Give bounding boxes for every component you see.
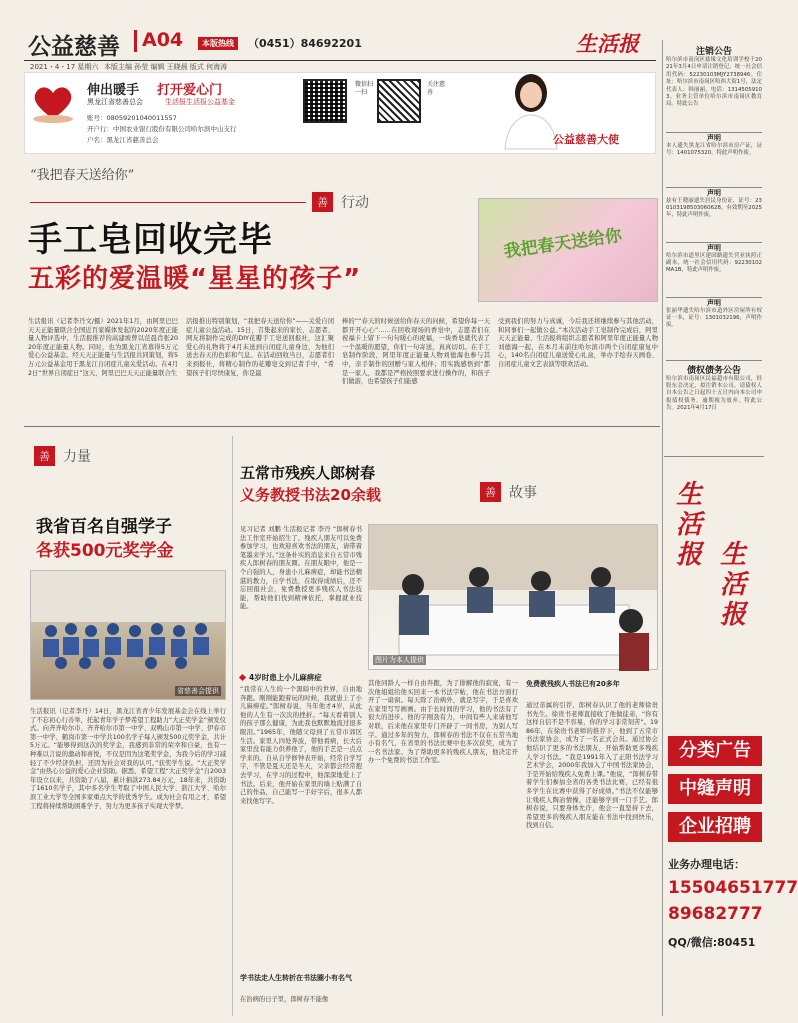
article3-tag: [480, 482, 545, 502]
phone-label: 业务办理电话：: [668, 858, 745, 871]
cancellation-notice: [666, 44, 762, 127]
section-rule: [24, 426, 660, 427]
heart-hands-icon: [29, 83, 77, 123]
right-rule: [664, 456, 764, 457]
hotline-number: （0451）84692201: [248, 37, 362, 50]
article3-body4: 通过亲属的引荐，郎树春认识了他的老师徐贵书先生。徐贵书老师直接收了他做徒弟，“你有这样自信不是不容易，你的学习非常刻苦”。1986年，在徐贵书老师的推荐下，他到了五常市书法家协会，成为了一名正式会员。通过协会他结识了更多的书法朋友，开始帮助更多残疾人学习书法。“我是1991年入了正阳书法学习艺术学会，2000年我加入了中国书法家协会，于是开始给残疾人免费上课。”他说，“郎树春带着学生们参加全省的各类书法比赛，已经有很多学生在比赛中获得了好成绩。”书法不仅能够让残疾人陶冶情操，还能够学到一门手艺。郎树春说，只要身体允许，他会一直坚持下去，希望更多的残疾人朋友能在书法中找到快乐，找到自信。: [526, 702, 658, 830]
article3-title: 五常市残疾人郎树春: [240, 464, 376, 482]
qr-code-2-icon[interactable]: [377, 79, 421, 123]
statement-title: 声明: [707, 134, 721, 142]
article1-title: 手工皂回收完毕: [28, 220, 273, 260]
article2-tag: [34, 446, 99, 466]
qr-code-1-icon[interactable]: [303, 79, 347, 123]
article3-subhead-1-text: 4岁时患上小儿麻痹症: [249, 673, 322, 682]
article2-photo: [30, 570, 226, 700]
statements: [666, 132, 762, 354]
statement-title: 声明: [707, 299, 721, 307]
statement-item: [666, 242, 762, 297]
statement-item: [666, 187, 762, 242]
article3-subhead-2: 学书法走人生转折在书法圈小有名气: [240, 974, 352, 982]
article3-subtitle: 义务教授书法20余载: [240, 486, 381, 504]
article2-photo-caption: 省慈善会提供: [177, 687, 219, 695]
qr-label-2: 关注慈善: [427, 81, 446, 96]
article3-tag-label: 故事: [509, 485, 537, 501]
bullet-icon: [239, 674, 246, 681]
phone-2: 89682777: [668, 904, 763, 924]
right-column-divider: [662, 40, 663, 1016]
article1-col2: 活报推出特别策划，“我把春天送给你”——关爱自闭症儿童公益活动。15日，召集起来的家长、志愿者、网友将制作完成的DIY花瓣手工皂送回报社，这汇聚爱心的礼物将于4月末送到自闭症儿童身边，为他们送去春天的色彩和气息。在活动回收当日，志愿者们来到报社，将精心制作的花瓣皂交到记者手中，“希望孩子们尽快康复，你是最: [186, 318, 334, 377]
article1-photo: [478, 198, 658, 302]
article3-photo-caption: 图片为本人提供: [375, 656, 424, 664]
article1-subtitle: 五彩的爱温暖“星星的孩子”: [28, 264, 362, 294]
ad-recruit[interactable]: 企业招聘: [668, 812, 762, 842]
article1-kicker: “我把春天送给你”: [30, 168, 135, 183]
article3-subhead-1: [240, 672, 322, 683]
statement-text: 哈尔滨市道里区建国路遗失营业执照正副本，统一社会信用代码：92230102MA1B，特此声明作废。: [666, 253, 762, 274]
debt-text: 哈尔滨市南岗区民福超市有限公司，经股东会决定，拟注销本公司，请债权人自本公告之日起四十五日内向本公司申报债权债务，逾期视为放弃。特此公告。2021年4月17日: [666, 376, 762, 411]
vertical-logo-1: 生活报: [676, 480, 703, 570]
page-number: A04: [142, 29, 184, 51]
vertical-logo-2: 生活报: [720, 540, 747, 630]
article1-col1: 生活报讯（记者李丹文/摄）2021年1月，由阿里巴巴天天正能量联合全国近百家媒体发起的2020年度正能量人物评选中，生活报推荐的高建坡曾以范晨肖张2020年度正能量人物。同时，也为黑龙江省募得5万元爱心公益基金。经天天正能量与生活报共同策划，将5万元公益基金用于黑龙江自闭症儿童关爱活动。在4月2日“世界自闭症日”这天，阿里巴巴天天正能量联合生: [28, 318, 178, 377]
hotline-label: 本版热线: [198, 37, 238, 50]
charity-banner: [24, 72, 656, 154]
statement-text: 本人遗失黑龙江省哈尔滨市房产证，证号：1401075320，特此声明作废。: [666, 143, 762, 157]
qq-wechat: QQ/微信:80451: [668, 936, 756, 949]
statement-text: 兹有王晓丽遗失居民身份证，证号：230103198503060628，有效期至2025年，特此声明作废。: [666, 198, 762, 219]
article3-body2: 在治病的日子里，郎树春不能像: [240, 996, 329, 1003]
ambassador-label: 公益慈善大使: [553, 133, 619, 146]
article3-body1: “我常在人生的一个黑暗中的世界，自由地奔跑。刚刚能跑着玩的时候，我就患上了小儿麻痹症。”郎树春说，当年他才4岁，从此他的人生有一次次的挫折。“每天看着别人的孩子那么健康，为此我也默默地流过很多眼泪。”1965年，他随父母到了五常市郊区生活。家里人四处奔波，带他看病，长大后家里没有能力供养他了，他的手艺是一点点学来的。自从自学修钟表开始，经常自学写字，不管是夏天还是冬天，父亲都会经常抱去学习，在学习的过程中，他深深地爱上了书法。后来，他开始在家里的墙上贴满了自己的作品，自己能写一手好字后，很多人都来找他写字。: [240, 686, 362, 805]
notice-text: 哈尔滨市南岗区慈缘文化培训学校于2021年3月4日申请注销登记。统一社会信用代码：52230103MJY2738946。住址：哈尔滨市南岗区哈西大街1号，法定代表人：韩丽丽，电话：13145059103。业务主管单位哈尔滨市南岗区教育局。特此公告: [666, 57, 762, 108]
statement-item: [666, 132, 762, 187]
ad-statement[interactable]: 中缝声明: [668, 774, 762, 804]
article3-subhead-3: 免费教残疾人书法已有20多年: [526, 680, 620, 688]
article3-body3: 其他同龄人一样自由奔跑，为了排解他的寂寞，有一次他姐姐给他买回来一本书法字帖，他在书法方面打开了一扇窗。每天除了治病外，就是写字，于是喜欢在家里写写画画。由于长时间的学习，他的书法有了很大的进步。他的字刚劲有力，中间有些人来请他写对联，后来他在家里专门开辟了一间书房，为别人写字。通过多年的努力，郎树春的书法不仅在五常当地小有名气，在省里的书法比赛中也多次获奖，成为了一名书法家。为了帮助更多的残疾人朋友，他决定开办一个免费的书法工作室。: [368, 680, 518, 765]
masthead-rule: [24, 60, 656, 61]
statement-item: [666, 297, 762, 352]
statement-title: 声明: [707, 189, 721, 197]
phone-1: 15504651777: [668, 878, 798, 898]
statement-title: 声明: [707, 244, 721, 252]
article1-tag: [312, 192, 377, 212]
article1-rule: [30, 202, 306, 203]
slogan-2: 打开爱心门: [157, 83, 223, 98]
article1-col4: 受到我们的努力与真诚，今后我还将继续参与其他活动，和同事们一起做公益。”本次活动手工皂制作完成后，阿里天天正能量、生活报将组织志愿者和阿里年度正能量人物刘德海一起，在本月末前往哈尔滨市两个自闭症康复中心，140名自闭症儿童送爱心礼盒，举办手绘春天画卷、自闭症儿童文艺表演等联欢活动。: [498, 318, 658, 368]
article2-tag-label: 力量: [63, 449, 91, 465]
editors-line: 本版主编 孙莹 编辑 王晓晨 版式 何海涛: [104, 63, 228, 71]
divider: [134, 30, 137, 52]
org-name: 黑龙江省慈善总会: [87, 98, 143, 106]
article1-tag-badge: 善: [312, 192, 333, 212]
article2-body: 生活报讯（记者李丹）14日，黑龙江省青少年发展基金会在线上举行了不忘初心行善举，托起青年学子梦希望工程助力“大正奖学金”颁发仪式。向齐齐哈尔市、齐齐哈尔市第一中学、双鸭山市第一中学、伊春市第一中学、鹤岗市第一中学共100名学子每人颁发500元奖学金，共计5万元。“能够得到这次的奖学金，我感到非常的荣幸和自豪，也有一种难以言说的激动和喜悦，不仅是因为这笔奖学金，为我今后的学习减轻了不少经济负担，还因为社会对我的认可。”获奖学生说。“大正奖学金”由热心公益的爱心企业资助。据悉，希望工程“大正奖学金”自2003年设立以来，共资助了八届，累计捐款273.84万元，18年来，共资助了1610名学子，其中多名学生考取了中国人民大学、浙江大学、哈尔滨工业大学等全国多家重点大学的优秀学生。成为社会有用之才，希望工程将持续帮助困难学子，努力为更多孩子实现大学梦。: [30, 708, 226, 810]
account-owner: 户名：黑龙江省慈善总会: [87, 136, 159, 144]
debt-notice: [666, 360, 762, 442]
article1-tag-label: 行动: [341, 195, 369, 211]
column-divider: [232, 436, 233, 1016]
article2-title: 我省百名自强学子: [36, 517, 172, 537]
bank-name: 开户行：中国农业银行股份有限公司哈尔滨中山支行: [87, 125, 237, 133]
newspaper-logo: 生活报: [576, 31, 639, 56]
qr-label-1: 微信扫一扫: [355, 81, 374, 96]
article2-subtitle: 各获500元奖学金: [36, 541, 174, 561]
debt-title: 债权债务公告: [686, 366, 741, 376]
article1-col3: 棒的”“春天的时候送给你春天的问候，希望你每一天都开开心心”……在回收现场的香皂中，志愿者们在祝福卡上留下一句句暖心的祝福，一块香皂就代表了一个温暖的愿望，你们一句寄送，真真切切。在手工皂制作阶段，阿里年度正能量人物刘德海也参与其中，亲手制作的回赠与家人相伴；用实践感悟到“都是一家人，我都是严格按照要求进行操作的，和孩子们做游，也希望孩子们能感: [342, 318, 490, 386]
article2-tag-badge: 善: [34, 446, 55, 466]
ad-classified[interactable]: 分类广告: [668, 736, 762, 766]
statement-text: 张丽华遗失哈尔滨市道外区房屋所有权证一本，证号：1301032196，声明作废。: [666, 308, 762, 329]
section-title: 公益慈善: [28, 33, 120, 60]
article1-photo-text: 我把春天送给你: [502, 225, 624, 263]
article3-photo: [368, 524, 658, 670]
article3-intro: 见习记者 刘鹏 生活报记者 李丹 “郎树春书法工作室开始招生了，残疾人朋友可以免费参加学习，也欢迎喜欢书法的朋友，请带着笔墨来学习。”这条朴实的消息来自五常市残疾人郎树春的朋友圈。在朋友眼中，他是一个自强的人，身患小儿麻痹症，却能书法精湛的教力，自学书法，在取得成绩后，还不忘回报社会，免费教授更多残疾人书法技能，帮助他们找到精神依托，掌握就业技能。: [240, 526, 362, 611]
bank-account: 账号：08059201040011557: [87, 114, 177, 122]
slogan-1: 伸出暖手: [87, 83, 140, 98]
notice-title: 注销公告: [695, 47, 732, 57]
org-name-2: 生活报生活报公益基金: [165, 98, 235, 106]
article3-tag-badge: 善: [480, 482, 501, 502]
date-line: 2021・4・17 星期六: [30, 63, 99, 71]
